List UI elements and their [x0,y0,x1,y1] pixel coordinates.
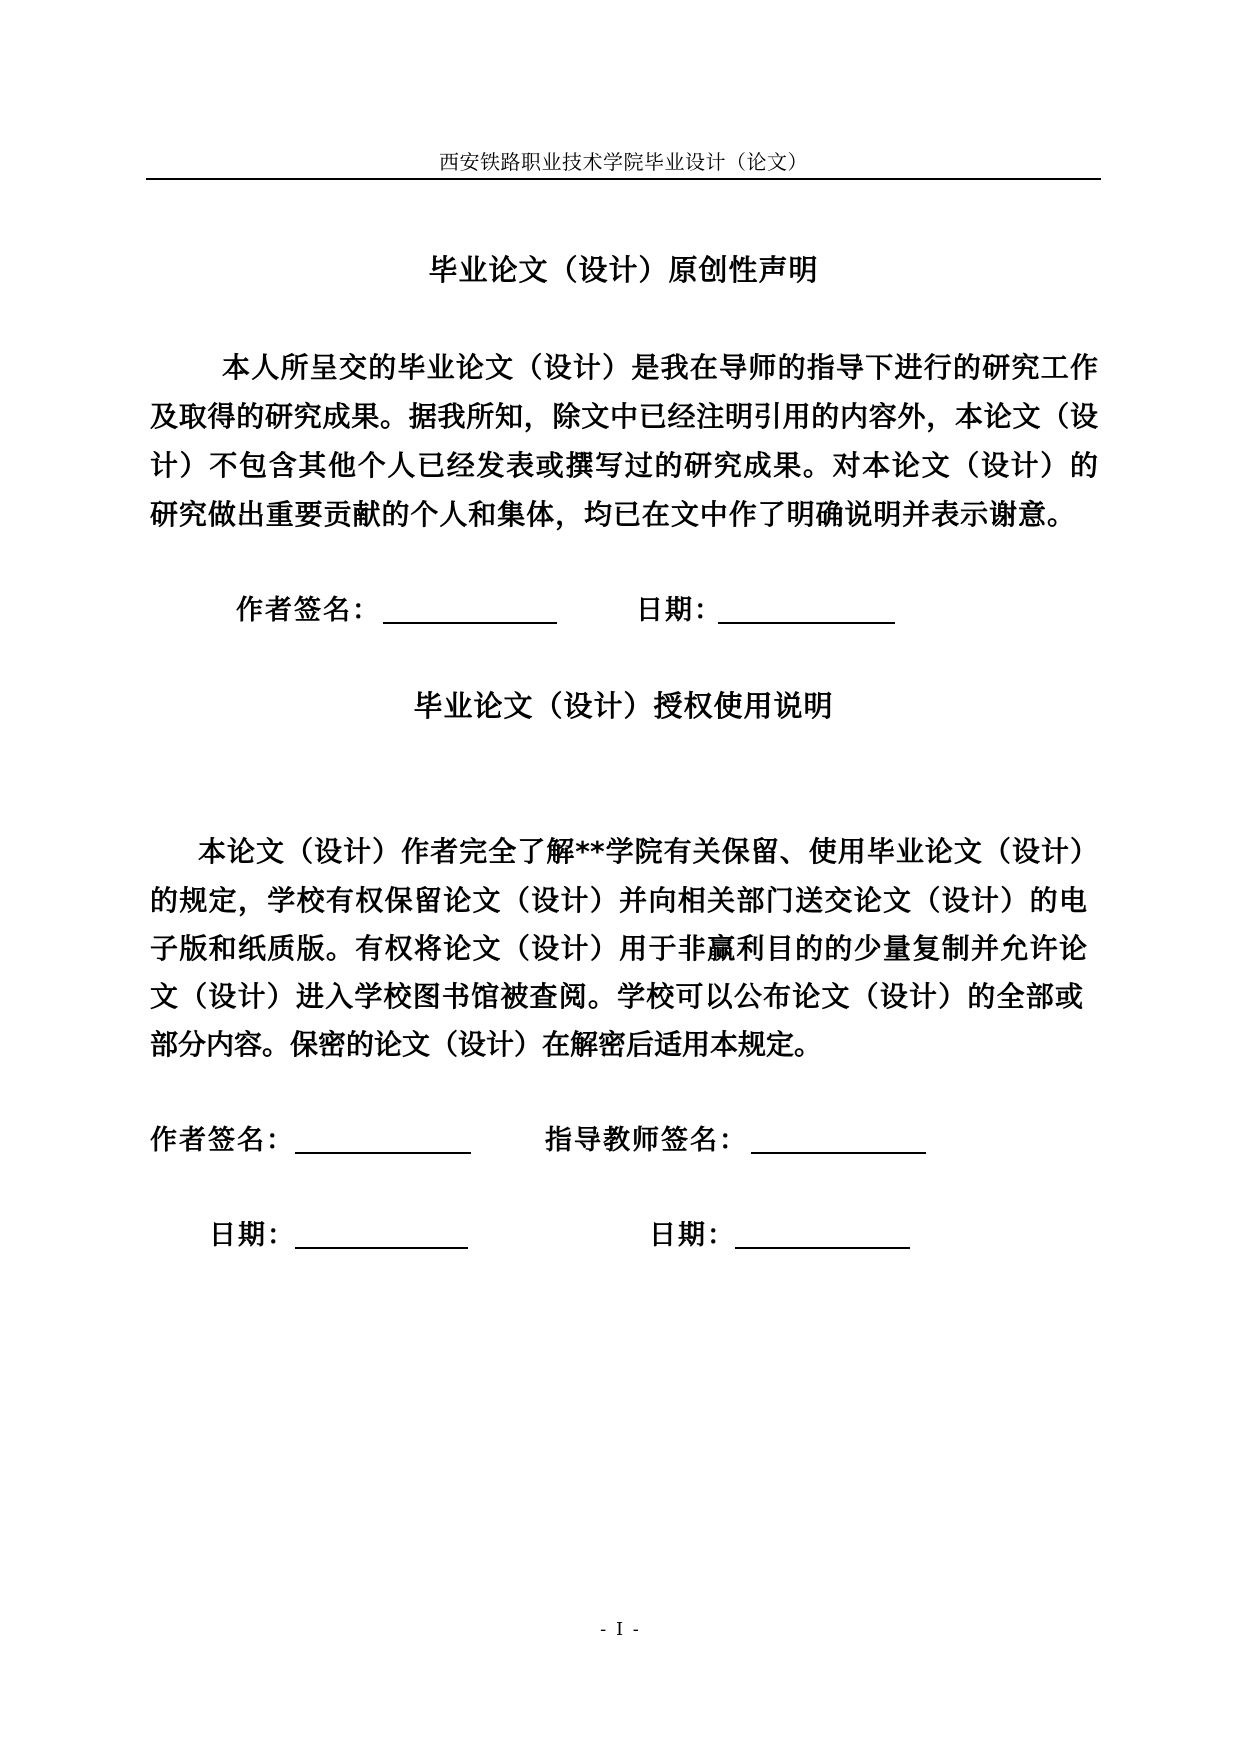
author-date-label: 日期： [209,1220,296,1251]
authorization-line: 子版和纸质版。有权将论文（设计）用于非赢利目的的少量复制并允许论 [150,932,1087,965]
author-signature-blank [383,622,557,624]
date-label: 日期： [636,595,723,626]
declaration-line: 本人所呈交的毕业论文（设计）是我在导师的指导下进行的研究工作 [222,351,1098,384]
authorization-line: 本论文（设计）作者完全了解**学院有关保留、使用毕业论文（设计） [198,835,1098,868]
advisor-date-blank [735,1247,910,1249]
author-signature-label: 作者签名： [236,595,381,626]
page-number: - I - [600,1619,641,1640]
declaration-line: 及取得的研究成果。据我所知，除文中已经注明引用的内容外，本论文（设 [150,400,1098,433]
author-date-blank [295,1247,468,1249]
authorization-line: 文（设计）进入学校图书馆被查阅。学校可以公布论文（设计）的全部或 [150,980,1083,1013]
date-blank [718,622,895,624]
running-header-title: 西安铁路职业技术学院毕业设计（论文） [439,150,808,174]
advisor-signature-label: 指导教师签名： [545,1125,748,1156]
declaration-line: 计）不包含其他个人已经发表或撰写过的研究成果。对本论文（设计）的 [150,449,1098,482]
author-signature-blank [295,1152,471,1154]
authorization-line: 的规定，学校有权保留论文（设计）并向相关部门送交论文（设计）的电 [150,884,1087,917]
declaration-line: 研究做出重要贡献的个人和集体，均已在文中作了明确说明并表示谢意。 [150,498,1075,531]
header-divider [146,178,1101,180]
declaration-title: 毕业论文（设计）原创性声明 [428,253,819,287]
authorization-line: 部分内容。保密的论文（设计）在解密后适用本规定。 [150,1028,823,1061]
authorization-title: 毕业论文（设计）授权使用说明 [413,689,834,723]
author-signature-label: 作者签名： [150,1125,295,1156]
advisor-signature-blank [751,1152,926,1154]
advisor-date-label: 日期： [649,1220,736,1251]
